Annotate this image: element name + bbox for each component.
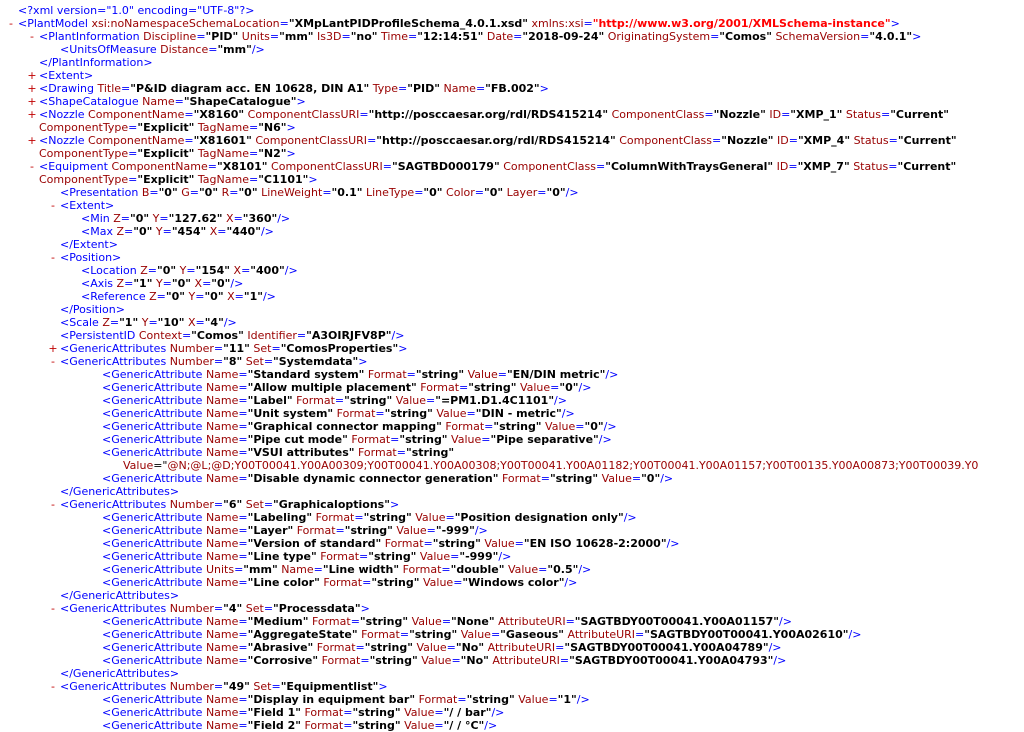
xml-line-text: <Nozzle ComponentName="X81601" ComponentClassURI="http://posccaesar.org/rdl/RDS415214" ComponentClass="Nozzle" ID="XMP_4" Status="Current" bbox=[39, 134, 957, 147]
xml-line bbox=[0, 589, 179, 602]
xml-line bbox=[0, 147, 296, 160]
xml-line bbox=[0, 368, 618, 381]
xml-line bbox=[0, 719, 497, 732]
xml-line bbox=[0, 654, 786, 667]
xml-line bbox=[0, 706, 504, 719]
collapse-toggle-icon[interactable]: - bbox=[30, 160, 34, 173]
xml-line bbox=[0, 225, 274, 238]
xml-line bbox=[0, 316, 237, 329]
xml-line-text: <GenericAttribute Name="Layer" Format="string" Value="-999"/> bbox=[102, 524, 488, 537]
xml-line-text: <GenericAttribute Name="Line color" Format="string" Value="Windows color"/> bbox=[102, 576, 578, 589]
xml-line-text: <GenericAttribute Name="Pipe cut mode" Format="string" Value="Pipe separative"/> bbox=[102, 433, 612, 446]
xml-line[interactable] bbox=[0, 199, 114, 212]
xml-line-text: <GenericAttribute Name="Medium" Format="string" Value="None" AttributeURI="SAGTBDY00T00041.Y00A01157"/> bbox=[102, 615, 792, 628]
xml-line bbox=[0, 511, 637, 524]
collapse-toggle-icon[interactable]: - bbox=[9, 17, 13, 30]
xml-line-text: <Max Z="0" Y="454" X="440"/> bbox=[81, 225, 274, 238]
xml-line bbox=[0, 186, 579, 199]
xml-line[interactable] bbox=[0, 108, 949, 121]
xml-line-text: <GenericAttribute Name="Display in equipment bar" Format="string" Value="1"/> bbox=[102, 693, 590, 706]
xml-line-text: <GenericAttribute Name="Abrasive" Format="string" Value="No" AttributeURI="SAGTBDY00T00041.Y00A04789"/> bbox=[102, 641, 782, 654]
xml-line[interactable] bbox=[0, 602, 370, 615]
xml-line-text: <Extent> bbox=[60, 199, 115, 212]
xml-line-text: <PlantInformation Discipline="PID" Units="mm" Is3D="no" Time="12:14:51" Date="2018-09-24" OriginatingSystem="Comos" SchemaVersion="4.0.1"> bbox=[39, 30, 922, 43]
xml-line bbox=[0, 290, 276, 303]
expand-toggle-icon[interactable]: + bbox=[27, 82, 37, 95]
xml-line-text: <Location Z="0" Y="154" X="400"/> bbox=[81, 264, 298, 277]
xml-line bbox=[0, 459, 978, 472]
xml-line-text: <?xml version="1.0" encoding="UTF-8"?> bbox=[18, 4, 255, 17]
xml-line-text: <Scale Z="1" Y="10" X="4"/> bbox=[60, 316, 237, 329]
xml-line bbox=[0, 485, 179, 498]
xml-line bbox=[0, 693, 590, 706]
xml-line bbox=[0, 381, 591, 394]
xml-line-text: <ShapeCatalogue Name="ShapeCatalogue"> bbox=[39, 95, 306, 108]
expand-toggle-icon[interactable]: + bbox=[48, 342, 58, 355]
xml-line-text: <GenericAttribute Name="VSUI attributes" Format="string" bbox=[102, 446, 455, 459]
collapse-toggle-icon[interactable]: - bbox=[30, 30, 34, 43]
xml-line[interactable] bbox=[0, 82, 549, 95]
xml-line-text: <Axis Z="1" Y="0" X="0"/> bbox=[81, 277, 244, 290]
xml-line-text: <Position> bbox=[60, 251, 122, 264]
xml-line bbox=[0, 641, 782, 654]
xml-line bbox=[0, 537, 680, 550]
expand-toggle-icon[interactable]: + bbox=[27, 95, 37, 108]
xml-line-text: <GenericAttribute Units="mm" Name="Line width" Format="double" Value="0.5"/> bbox=[102, 563, 592, 576]
xml-line bbox=[0, 667, 179, 680]
xml-line-text: <GenericAttributes Number="11" Set="ComosProperties"> bbox=[60, 342, 408, 355]
xml-line-text: <GenericAttribute Name="Corrosive" Format="string" Value="No" AttributeURI="SAGTBDY00T00041.Y00A04793"/> bbox=[102, 654, 787, 667]
xml-line-text: <GenericAttribute Name="Version of standard" Format="string" Value="EN ISO 10628-2:2000"/> bbox=[102, 537, 680, 550]
xml-line-text: <GenericAttribute Name="Standard system" Format="string" Value="EN/DIN metric"/> bbox=[102, 368, 619, 381]
xml-line bbox=[0, 56, 153, 69]
xml-line bbox=[0, 563, 591, 576]
xml-line-text: <GenericAttribute Name="Label" Format="string" Value="=PM1.D1.4C1101"/> bbox=[102, 394, 567, 407]
xml-line bbox=[0, 576, 577, 589]
xml-line[interactable] bbox=[0, 498, 399, 511]
xml-line bbox=[0, 420, 617, 433]
collapse-toggle-icon[interactable]: - bbox=[51, 199, 55, 212]
xml-line-text: <Nozzle ComponentName="X8160" ComponentClassURI="http://posccaesar.org/rdl/RDS415214" ComponentClass="Nozzle" ID="XMP_1" Status="Current" bbox=[39, 108, 949, 121]
xml-line-text: ComponentType="Explicit" TagName="N6"> bbox=[39, 121, 296, 134]
xml-line[interactable] bbox=[0, 342, 407, 355]
xml-line[interactable] bbox=[0, 69, 93, 82]
xml-line-text: </Position> bbox=[60, 303, 125, 316]
xml-line-text: ComponentType="Explicit" TagName="C1101"> bbox=[39, 173, 318, 186]
xml-line bbox=[0, 628, 861, 641]
xml-line-text: <GenericAttribute Name="Unit system" Format="string" Value="DIN - metric"/> bbox=[102, 407, 575, 420]
collapse-toggle-icon[interactable]: - bbox=[51, 498, 55, 511]
xml-line-text: <GenericAttribute Name="Line type" Format="string" Value="-999"/> bbox=[102, 550, 512, 563]
xml-line-text: <PlantModel xsi:noNamespaceSchemaLocation="XMpLantPIDProfileSchema_4.0.1.xsd" xmlns:xsi="http://www.w3.org/2001/XMLSchema-instance"> bbox=[18, 17, 900, 30]
xml-line[interactable] bbox=[0, 160, 956, 173]
xml-line bbox=[0, 446, 454, 459]
xml-line-text: <GenericAttribute Name="Labeling" Format="string" Value="Position designation only"/> bbox=[102, 511, 637, 524]
xml-line-text: <Drawing Title="P&ID diagram acc. EN 10628, DIN A1" Type="PID" Name="FB.002"> bbox=[39, 82, 549, 95]
xml-line-text: </GenericAttributes> bbox=[60, 589, 180, 602]
collapse-toggle-icon[interactable]: - bbox=[51, 680, 55, 693]
xml-line bbox=[0, 264, 298, 277]
xml-line bbox=[0, 524, 488, 537]
xml-line[interactable] bbox=[0, 680, 388, 693]
xml-line[interactable] bbox=[0, 355, 368, 368]
xml-line bbox=[0, 238, 118, 251]
xml-line bbox=[0, 121, 296, 134]
xml-line[interactable] bbox=[0, 17, 900, 30]
xml-line bbox=[0, 303, 125, 316]
xml-line bbox=[0, 329, 404, 342]
xml-line-text: <GenericAttribute Name="Allow multiple placement" Format="string" Value="0"/> bbox=[102, 381, 592, 394]
xml-line-text: </GenericAttributes> bbox=[60, 667, 180, 680]
xml-line-text: <GenericAttributes Number="49" Set="Equipmentlist"> bbox=[60, 680, 388, 693]
xml-line bbox=[0, 43, 265, 56]
xml-line bbox=[0, 615, 792, 628]
xml-line-text: <UnitsOfMeasure Distance="mm"/> bbox=[60, 43, 265, 56]
expand-toggle-icon[interactable]: + bbox=[27, 108, 37, 121]
xml-line-text: <GenericAttribute Name="Field 1" Format="string" Value="/ / bar"/> bbox=[102, 706, 505, 719]
xml-line-text: ComponentType="Explicit" TagName="N2"> bbox=[39, 147, 296, 160]
xml-line[interactable] bbox=[0, 95, 306, 108]
xml-line bbox=[0, 550, 511, 563]
xml-line bbox=[0, 212, 290, 225]
xml-line-text: <GenericAttributes Number="6" Set="Graphicaloptions"> bbox=[60, 498, 400, 511]
collapse-toggle-icon[interactable]: - bbox=[51, 251, 55, 264]
xml-line-text: Value="@N;@L;@D;Y00T00041.Y00A00309;Y00T00041.Y00A00308;Y00T00041.Y00A01182;Y00T00041.Y00A01157;Y00T00135.Y00A00873;Y00T00039.Y0 bbox=[123, 459, 979, 472]
xml-line-text: <GenericAttributes Number="4" Set="Processdata"> bbox=[60, 602, 370, 615]
xml-line-text: <GenericAttribute Name="Field 2" Format="string" Value="/ / °C"/> bbox=[102, 719, 498, 732]
xml-line bbox=[0, 394, 567, 407]
xml-line bbox=[0, 4, 254, 17]
xml-line-text: </GenericAttributes> bbox=[60, 485, 180, 498]
xml-line-text: <PersistentID Context="Comos" Identifier="A3OIRJFV8P"/> bbox=[60, 329, 405, 342]
xml-line[interactable] bbox=[0, 134, 957, 147]
collapse-toggle-icon[interactable]: - bbox=[51, 355, 55, 368]
xml-line[interactable] bbox=[0, 30, 921, 43]
xml-line bbox=[0, 407, 575, 420]
xml-line-text: </PlantInformation> bbox=[39, 56, 153, 69]
xml-line-text: <GenericAttribute Name="Graphical connector mapping" Format="string" Value="0"/> bbox=[102, 420, 617, 433]
xml-line bbox=[0, 472, 673, 485]
xml-line-text: <Presentation B="0" G="0" R="0" LineWeight="0.1" LineType="0" Color="0" Layer="0"/> bbox=[60, 186, 579, 199]
xml-line-text: <GenericAttribute Name="Disable dynamic connector generation" Format="string" Value="0"/> bbox=[102, 472, 674, 485]
xml-line bbox=[0, 277, 243, 290]
xml-line-text: <Extent> bbox=[39, 69, 94, 82]
xml-line-text: <GenericAttributes Number="8" Set="Systemdata"> bbox=[60, 355, 368, 368]
collapse-toggle-icon[interactable]: - bbox=[51, 602, 55, 615]
xml-line-text: <Min Z="0" Y="127.62" X="360"/> bbox=[81, 212, 291, 225]
xml-line-text: </Extent> bbox=[60, 238, 118, 251]
xml-line bbox=[0, 173, 318, 186]
xml-line-text: <GenericAttribute Name="AggregateState" Format="string" Value="Gaseous" AttributeURI="SAGTBDY00T00041.Y00A02610"/> bbox=[102, 628, 862, 641]
expand-toggle-icon[interactable]: + bbox=[27, 134, 37, 147]
xml-line-text: <Reference Z="0" Y="0" X="1"/> bbox=[81, 290, 276, 303]
expand-toggle-icon[interactable]: + bbox=[27, 69, 37, 82]
xml-line-text: <Equipment ComponentName="X8101" ComponentClassURI="SAGTBD000179" ComponentClass="ColumnWithTraysGeneral" ID="XMP_7" Status="Current" bbox=[39, 160, 957, 173]
xml-line bbox=[0, 433, 612, 446]
xml-line[interactable] bbox=[0, 251, 121, 264]
